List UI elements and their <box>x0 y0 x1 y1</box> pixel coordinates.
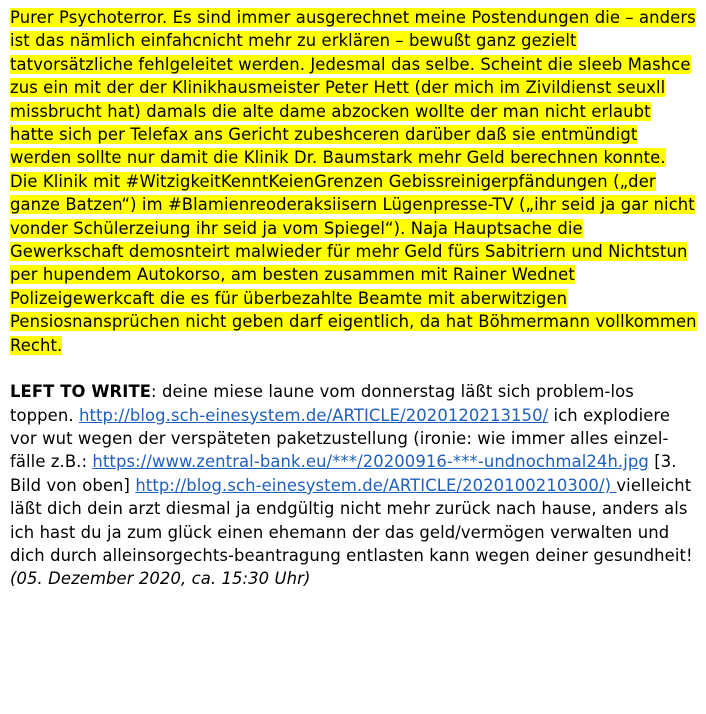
body-text-3: [3. Bild von oben] <box>10 452 677 495</box>
body-text-2: ich explodiere vor wut wegen der verspäteten paketzustellung (ironie: wie immer alles einzel-fälle z.B.: <box>10 405 671 472</box>
body-text-1: : deine miese laune vom donnerstag läßt sich problem-los toppen. <box>10 382 634 425</box>
paragraph-spacer <box>10 357 698 380</box>
body-text-4: vielleicht läßt dich dein arzt diesmal ja endgültig nicht mehr zurück nach hause, anders als ich hast du ja zum glück einen ehemann der das geld/vermögen verwalten und dich durch alleinsorgechts-beantragung entlasten kann wegen deiner gesundheit! <box>10 475 693 565</box>
highlighted-text: Purer Psychoterror. Es sind immer ausgerechnet meine Postendungen die – anders ist das nämlich einfahcnicht mehr zu erklären – bewußt ganz gezielt tatvorsätzliche fehlgeleitet werden. Jedesmal das selbe. Scheint die sleeb Mashce zus ein mit der der Klinikhausmeister Peter Hett (der mich im Zivildienst seuxll missbrucht hat) damals die alte dame abzocken wollte der man nicht erlaubt hatte sich per Telefax ans Gericht zubeshceren darüber daß sie entmündigt werden sollte nur damit die Klinik Dr. Baumstark mehr Geld berechnen konnte. Die Klinik mit #WitzigkeitKenntKeienGrenzen Gebissreinigerpfändungen („der ganze Batzen“) im #Blamienreoderaksiisern Lügenpresse-TV („ihr seid ja gar nicht vonder Schülerzeiung ihr seid ja vom Spiegel“). Naja Hauptsache die Gewerkschaft demosnteirt malwieder für mehr Geld fürs Sabitriern und Nichtstun per hupendem Autokorso, am besten zusammen mit Rainer Wednet Polizeigewerkcaft die es für überbezahlte Beamte mit aberwitzigen Pensiosnansprüchen nicht geben darf eigentlich, da hat Böhmermann vollkommen Recht. <box>10 8 697 355</box>
blog-article-link-2[interactable]: http://blog.sch-einesystem.de/ARTICLE/2020100210300/) <box>135 475 617 495</box>
timestamp-text: (05. Dezember 2020, ca. 15:30 Uhr) <box>10 569 311 589</box>
left-to-write-label: LEFT TO WRITE <box>10 382 152 402</box>
highlighted-paragraph <box>10 6 698 357</box>
left-to-write-paragraph <box>10 380 698 591</box>
zentral-bank-link[interactable]: https://www.zentral-bank.eu/***/20200916-***-undnochmal24h.jpg <box>92 452 649 472</box>
blog-article-link-1[interactable]: http://blog.sch-einesystem.de/ARTICLE/2020120213150/ <box>78 405 549 425</box>
